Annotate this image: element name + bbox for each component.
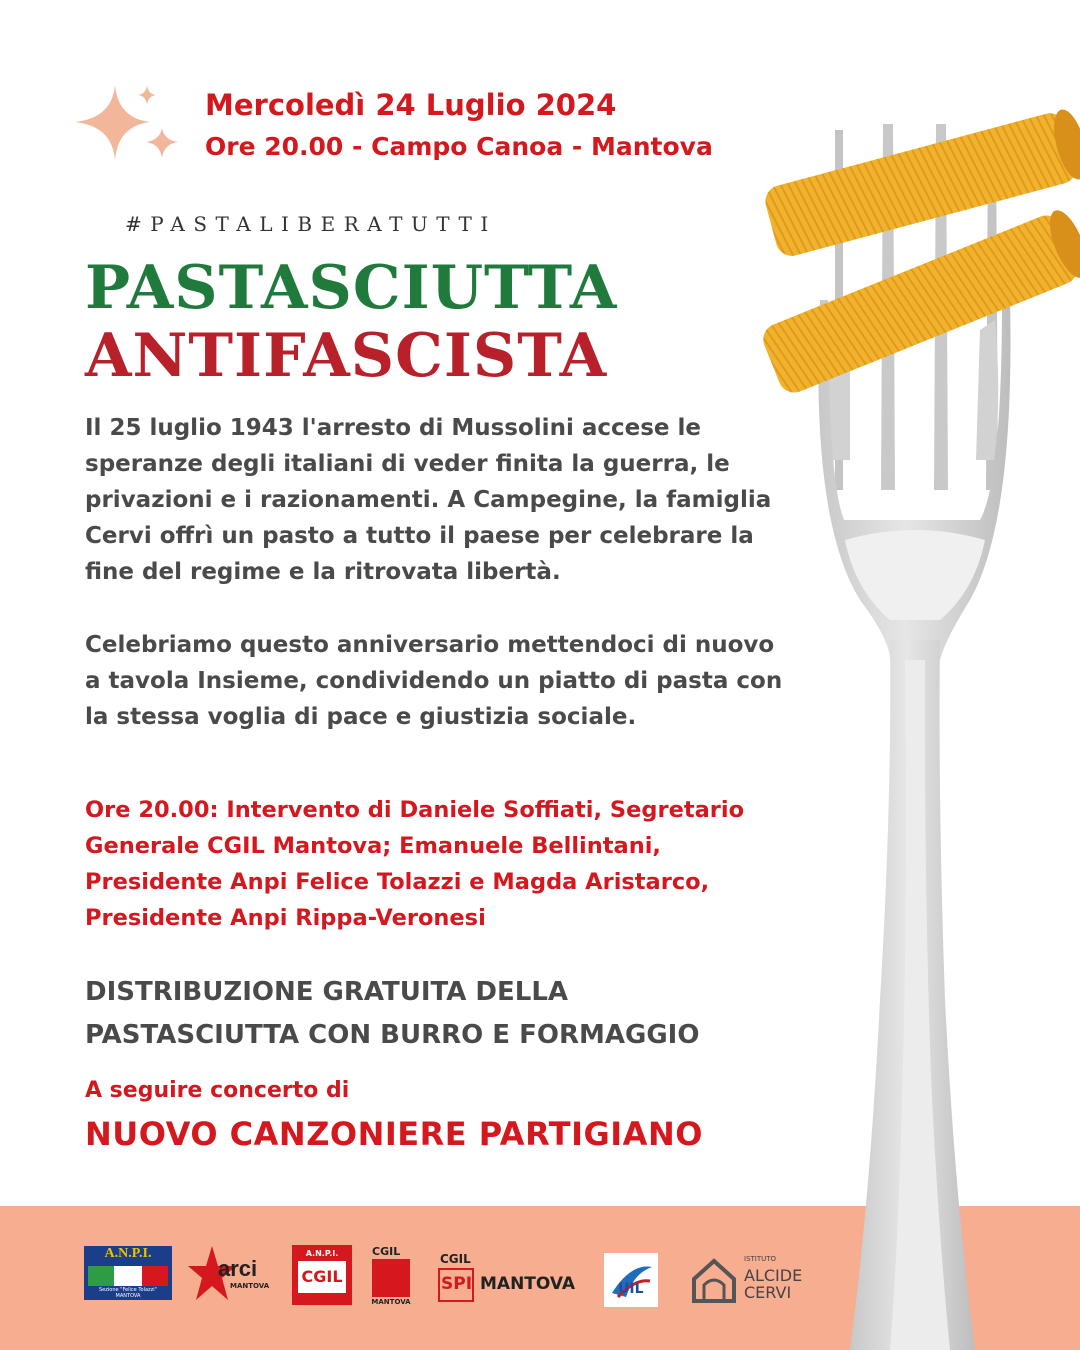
cgil-mantova-logo [370,1245,412,1307]
anpi-logo [84,1246,172,1300]
spi-cgil-mantova-logo [438,1252,583,1304]
celebrate-paragraph: Celebriamo questo anniversario mettendoci di nuovo a tavola Insieme, condividendo un piatto di pasta con la stessa voglia di pace e giustizia sociale. [85,632,783,730]
event-date: Mercoledì 24 Luglio 2024 [205,88,617,122]
anpi-logo-sub: Sezione "Felice Tolazzi" [99,1287,157,1293]
arci-logo-name: arci [218,1256,258,1281]
arci-logo [188,1244,274,1304]
arci-logo-city: MANTOVA [230,1282,270,1290]
spi-logo-name: SPI [441,1274,473,1294]
title-line-1: PASTASCIUTTA [85,253,618,323]
cervi-logo-name1: ALCIDE [744,1266,803,1285]
uil-logo-icon [604,1253,658,1307]
hashtag: #PASTALIBERATUTTI [125,212,497,236]
cgil-anpi-logo-name: CGIL [301,1267,343,1286]
anpi-logo-city: MANTOVA [115,1293,141,1299]
spi-logo-top: CGIL [440,1252,471,1266]
cgil-anpi-logo [292,1245,352,1305]
cervi-logo-top: ISTITUTO [744,1255,777,1263]
uil-logo [604,1253,658,1307]
program-paragraph: Ore 20.00: Intervento di Daniele Soffiati, Segretario Generale CGIL Mantova; Emanuele Bellintani, Presidente Anpi Felice Tolazzi e Magda Aristarco, Presidente Anpi Rippa-Veronesi [85,797,745,931]
distribution-line-1: DISTRIBUZIONE GRATUITA DELLA [85,977,569,1007]
cgil-anpi-logo-top: A.N.P.I. [305,1249,339,1258]
cgil-mantova-logo-city: MANTOVA [371,1298,411,1306]
cervi-house-icon [690,1257,738,1303]
uil-logo-name: UIL [618,1281,644,1297]
spi-logo-city: MANTOVA [480,1274,576,1294]
anpi-logo-name: A.N.P.I. [104,1246,152,1261]
istituto-alcide-cervi-logo [690,1255,810,1305]
band-name: NUOVO CANZONIERE PARTIGIANO [85,1115,703,1153]
fork-with-pasta-illustration [740,100,1080,1350]
sparkle-icon [70,80,190,170]
event-venue: Ore 20.00 - Campo Canoa - Mantova [205,132,713,161]
cervi-logo-name2: CERVI [744,1283,792,1302]
intro-paragraph: Il 25 luglio 1943 l'arresto di Mussolini accese le speranze degli italiani di veder finita la guerra, le privazioni e i razionamenti. A Campegine, la famiglia Cervi offrì un pasto a tutto il paese per celebrare la fine del regime e la ritrovata libertà. [85,415,772,585]
concert-intro: A seguire concerto di [85,1078,350,1103]
title-line-2: ANTIFASCISTA [85,321,608,391]
cgil-mantova-logo-name: CGIL [372,1245,401,1258]
distribution-line-2: PASTASCIUTTA CON BURRO E FORMAGGIO [85,1020,700,1050]
